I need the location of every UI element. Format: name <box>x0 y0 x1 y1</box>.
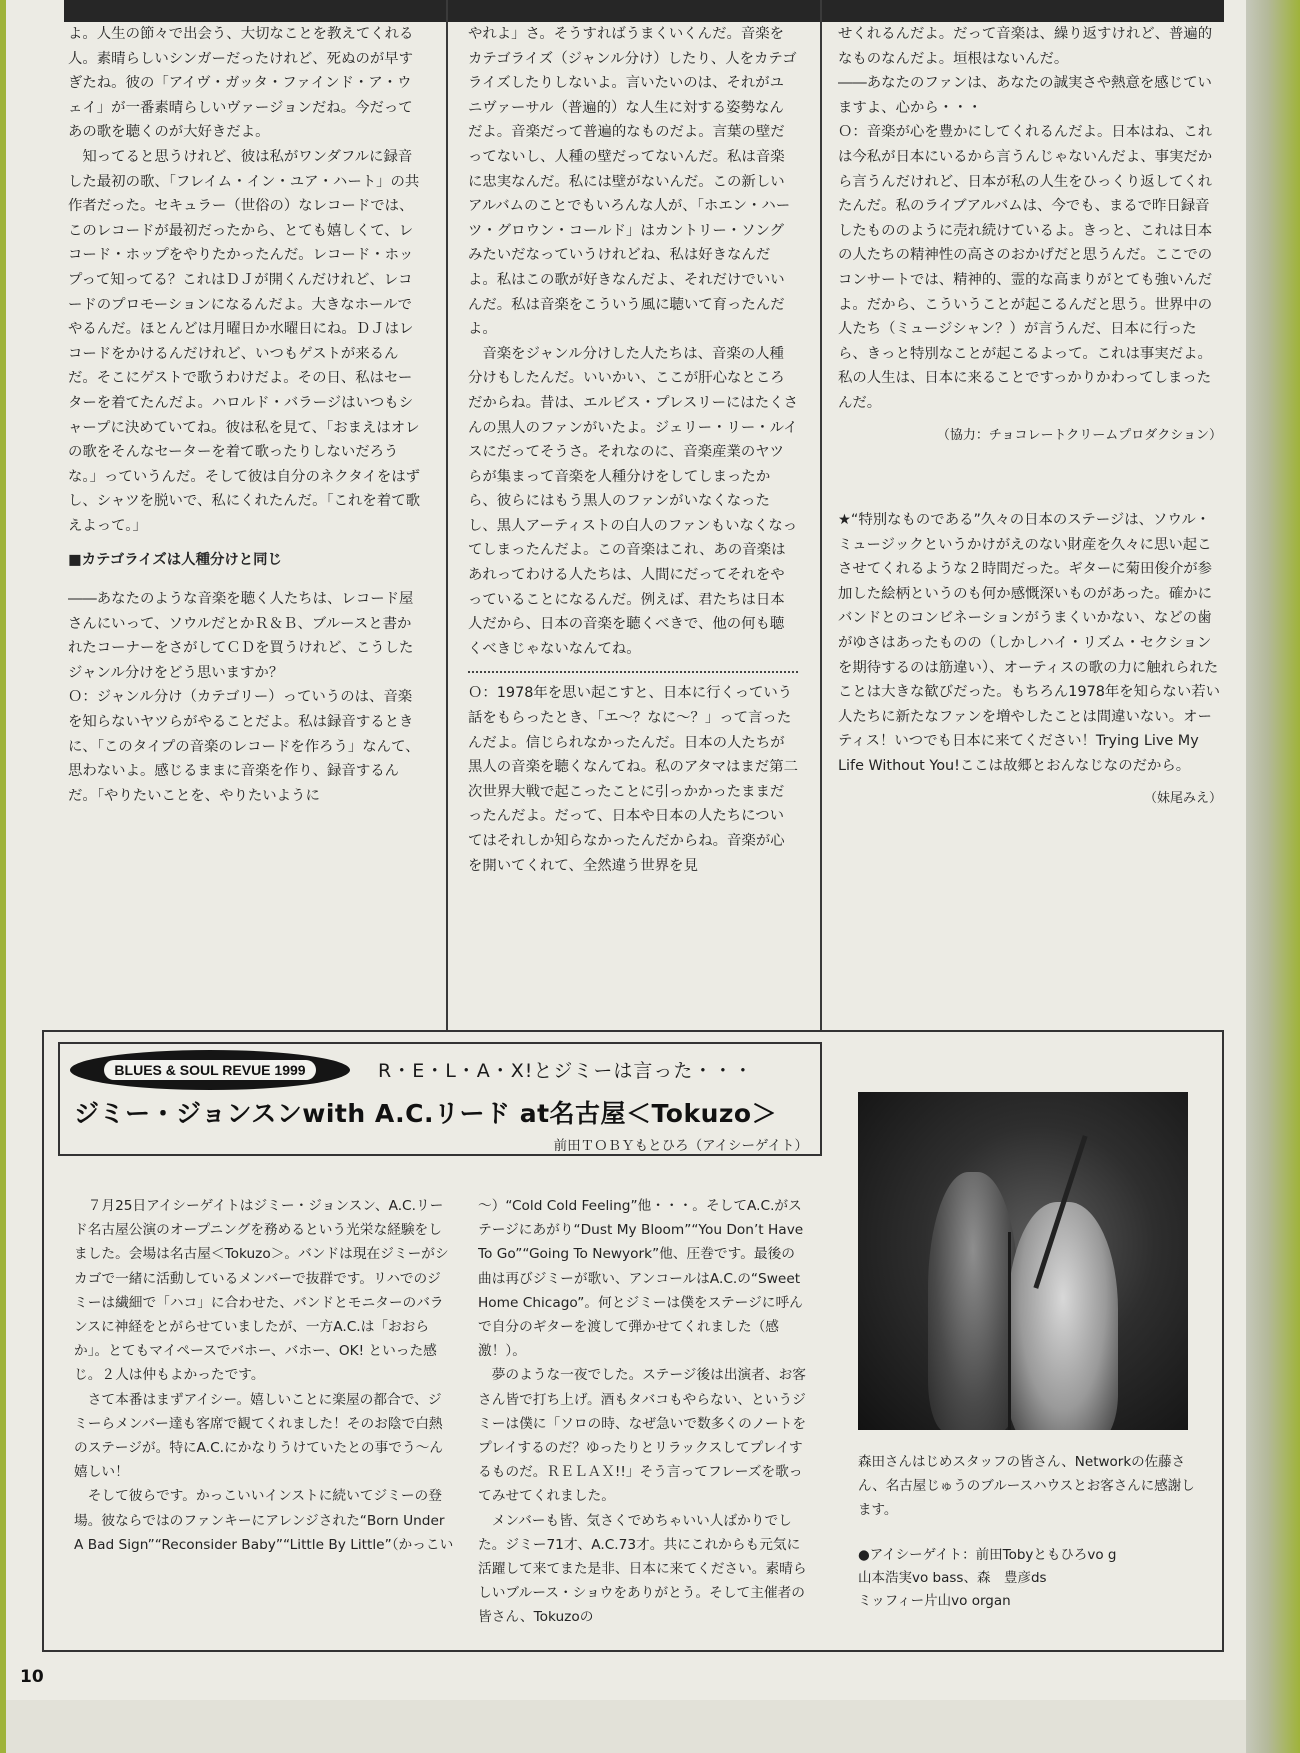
article-column-1 <box>74 1194 454 1648</box>
magazine-page <box>6 0 1246 1753</box>
paragraph: 音楽をジャンル分けした人たちは、音楽の人種分けもしたんだ。いいかい、ここが肝心なところだからね。昔は、エルビス・プレスリーにはたくさんの黒人のファンがいたよ。ジェリー・リー・ルイスにだってそうさ。それなのに、音楽産業のヤツらが集まって音楽を人種分けをしてしまったから、彼らにはもう黒人のファンがいなくなったし、黒人アーティストの白人のファンもいなくなってしまったんだよ。この音楽はこれ、あの音楽はあれってわける人たちは、人間にだってそれをやっていることになるんだ。例えば、君たちは日本人だから、日本の音楽を聴くべきで、他の何も聴くべきじゃないなんてね。 <box>468 345 798 657</box>
performer-figure <box>928 1172 1018 1430</box>
top-banner-bar <box>64 0 1224 22</box>
adjacent-page-edge <box>1246 0 1300 1753</box>
interview-answer: Ｏ：音楽が心を豊かにしてくれるんだよ。日本はね、これは今私が日本にいるから言うんじゃないんだよ、事実だから言うんだけれど、日本が私の人生をひっくり返してくれたんだ。私のライブアルバムは、今でも、まるで昨日録音したもののように売れ続けているよ。きっと、これは日本の人たちの精神性の高さのおかげだと思うんだ。ここでのコンサートでは、精神的、霊的な高まりがとても強いんだよ。だから、こういうことが起こるんだと思う。世界中の人たち（ミュージシャン？）が言うんだ、日本に行ったら、きっと特別なことが起こるよって。これは事実だよ。私の人生は、日本に来ることですっかりかわってしまったんだ。 <box>838 124 1213 411</box>
section-heading: ■カテゴライズは人種分けと同じ <box>68 552 282 569</box>
interview-answer: Ｏ：ジャンル分け（カテゴリー）っていうのは、音楽を知らないヤツらがやることだよ。私は録音するときに、「このタイプの音楽のレコードを作ろう」なんて、思わないよ。感じるままに音楽を作り、録音するんだ。「やりたいことを、やりたいように <box>68 689 420 804</box>
paragraph: ～）“Cold Cold Feeling”他・・・。そしてA.C.がステージにあがり“Dust My Bloom”“You Don’t Have To Go”“Going To Newyork”他、圧巻です。最後の曲は再びジミーが歌い、アンコールはA.C.の“Sweet Home Chicago”。何とジミーは僕をステージに呼んで自分のギターを渡して弾かせてくれました（感激！）。 <box>478 1198 804 1360</box>
page-number: 10 <box>20 1667 44 1687</box>
dotted-divider <box>468 671 798 673</box>
interview-column-1 <box>68 22 424 1012</box>
concert-report-article <box>42 1030 1224 1652</box>
interview-answer: Ｏ：1978年を思い起こすと、日本に行くっていう話をもらったとき、「エ～？なに～？」って言ったんだよ。信じられなかったんだ。日本の人たちが黒人の音楽を聴くなんてね。私のアタマはまだ第二次世界大戦で起こったことに引っかかったままだったんだよ。だって、日本や日本の人たちについてはそれしか知らなかったんだからね。音楽が心を開いてくれて、全然違う世界を見 <box>468 685 798 874</box>
paragraph: さて本番はまずアイシー。嬉しいことに楽屋の都合で、ジミーらメンバー達も客席で観てくれました！そのお陰で白熱のステージが。特にA.C.にかなりうけていたとの事でう～ん嬉しい！ <box>74 1391 444 1481</box>
photo-caption: 森田さんはじめスタッフの皆さん、Networkの佐藤さん、名古屋じゅうのブルースハウスとお客さんに感謝します。 <box>858 1454 1195 1518</box>
series-badge-label: BLUES & SOUL REVUE 1999 <box>104 1060 315 1080</box>
paragraph: ７月25日アイシーゲイトはジミー・ジョンスン、A.C.リード名古屋公演のオープニングを務めるという光栄な経験をしました。会場は名古屋＜Tokuzo＞。バンドは現在ジミーがシカゴで一緒に活動しているメンバーで抜群です。リハでのジミーは繊細で「ハコ」に合わせた、バンドとモニターのバランスに神経をとがらせていましたが、一方A.C.は「おおらか」。とてもマイペースでバホー、バホー、OK! といった感じ。２人は仲もよかったです。 <box>74 1198 449 1384</box>
concert-photo <box>858 1092 1188 1430</box>
article-column-2 <box>478 1194 808 1648</box>
article-title-box <box>58 1042 822 1156</box>
interview-question: ――あなたのような音楽を聴く人たちは、レコード屋さんにいって、ソウルだとかＲ＆Ｂ、ブルースと書かれたコーナーをさがしてＣＤを買うけれど、こうしたジャンル分けをどう思いますか？ <box>68 591 414 681</box>
article-subtitle: R・E・L・A・X!とジミーは言った・・・ <box>378 1060 754 1082</box>
paragraph: そして彼らです。かっこいいインストに続いてジミーの登場。彼ならではのファンキーにアレンジされた“Born Under A Bad Sign”“Reconsider Baby”“Little By Little”（かっこい <box>74 1488 454 1553</box>
member-line: ●アイシーゲイト：前田Tobyともひろvo g <box>858 1547 1117 1563</box>
paragraph: せくれるんだよ。だって音楽は、繰り返すけれど、普遍的なものなんだよ。垣根はないんだ。 <box>838 26 1213 67</box>
article-title: ジミー・ジョンスンwith A.C.リード at名古屋＜Tokuzo＞ <box>74 1099 778 1128</box>
interview-column-3 <box>838 22 1222 1012</box>
member-line: 山本浩実vo bass、森 豊彦ds <box>858 1570 1047 1586</box>
microphone-stand <box>1008 1232 1011 1430</box>
interview-column-2 <box>468 22 798 1012</box>
paragraph: メンバーも皆、気さくでめちゃいい人ばかりでした。ジミー71才、A.C.73才。共にこれからも元気に活躍して来てまた是非、日本に来てください。素晴らしいブルース・ショウをありがとう。そして主催者の皆さん、Tokuzoの <box>478 1512 807 1626</box>
spacer <box>838 448 1222 508</box>
band-members <box>858 1544 1208 1613</box>
paragraph: 夢のような一夜でした。ステージ後は出演者、お客さん皆で打ち上げ。酒もタバコもやらない、というジミーは僕に「ソロの時、なぜ急いで数多くのノートをプレイするのだ？ゆったりとリラックスしてプレイするものだ。ＲＥＬＡＸ!!」そう言ってフレーズを歌ってみせてくれました。 <box>478 1367 807 1505</box>
column-rule <box>820 0 822 1030</box>
page-bottom-margin <box>6 1700 1246 1753</box>
column-rule <box>446 0 448 1030</box>
interview-question: ――あなたのファンは、あなたの誠実さや熱意を感じていますよ、心から・・・ <box>838 75 1212 116</box>
guitarist-figure <box>1008 1202 1118 1430</box>
credit-line: （協力：チョコレートクリームプロダクション） <box>936 427 1222 443</box>
paragraph: よ。人生の節々で出会う、大切なことを教えてくれる人。素晴らしいシンガーだったけれど、死ぬのが早すぎたね。彼の「アイヴ・ガッタ・ファインド・ア・ウェイ」が一番素晴らしいヴァージョンだね。今だってあの歌を聴くのが大好きだよ。 <box>68 26 414 141</box>
review-paragraph: ★“特別なものである”久々の日本のステージは、ソウル・ミュージックというかけがえのない財産を久々に思い起こさせてくれるような２時間だった。ギターに菊田俊介が参加した絵柄というのも何か感慨深いものがあった。確かにバンドとのコンビネーションがうまくいかない、などの歯がゆさはあったものの（しかしハイ・リズム・セクションを期待するのは筋違い）、オーティスの歌の力に触れられたことは大きな歓びだった。もちろん1978年を知らない若い人たちに新たなファンを増やしたことは間違いない。オーティス！いつでも日本に来てください！Trying Live My Life Without You!ここは故郷とおんなじなのだから。 <box>838 512 1220 775</box>
article-byline: 前田ＴＯＢＹもとひろ（アイシーゲイト） <box>553 1138 808 1154</box>
series-badge <box>70 1050 350 1090</box>
review-author: （妹尾みえ） <box>1143 790 1222 806</box>
member-line: ミッフィー片山vo organ <box>858 1593 1011 1609</box>
paragraph: やれよ」さ。そうすればうまくいくんだ。音楽をカテゴライズ（ジャンル分け）したり、人をカテゴライズしたりしないよ。言いたいのは、それがユニヴァーサル（普遍的）な人生に対する姿勢なんだよ。音楽だって普遍的なものだよ。言葉の壁だってないし、人種の壁だってないんだ。私は音楽に忠実なんだ。私には壁がないんだ。この新しいアルバムのことでもいろんな人が、「ホエン・ハーツ・グロウン・コールド」はカントリー・ソングみたいだなっていうけれどね、私は好きなんだよ。私はこの歌が好きなんだよ、それだけでいいんだ。私は音楽をこういう風に聴いて育ったんだよ。 <box>468 26 797 338</box>
paragraph: 知ってると思うけれど、彼は私がワンダフルに録音した最初の歌、「フレイム・イン・ユア・ハート」の共作者だった。セキュラー（世俗の）なレコードでは、このレコードが最初だったから、とても嬉しくて、レコード・ホップをやりたかったんだ。レコード・ホップって知ってる？これはＤＪが開くんだけれど、レコードのプロモーションになるんだよ。大きなホールでやるんだ。ほとんどは月曜日か水曜日にね。ＤＪはレコードをかけるんだけれど、いつもゲストが来るんだ。そこにゲストで歌うわけだよ。その日、私はセーターを着てたんだよ。ハロルド・バラージはいつもシャープに決めていてね。彼は私を見て、「おまえはオレの歌をそんなセーターを着て歌ったりしないだろうな。」っていうんだ。そして彼は自分のネクタイをはずし、シャツを脱いで、私にくれたんだ。「これを着て歌えよって。」 <box>68 148 420 534</box>
